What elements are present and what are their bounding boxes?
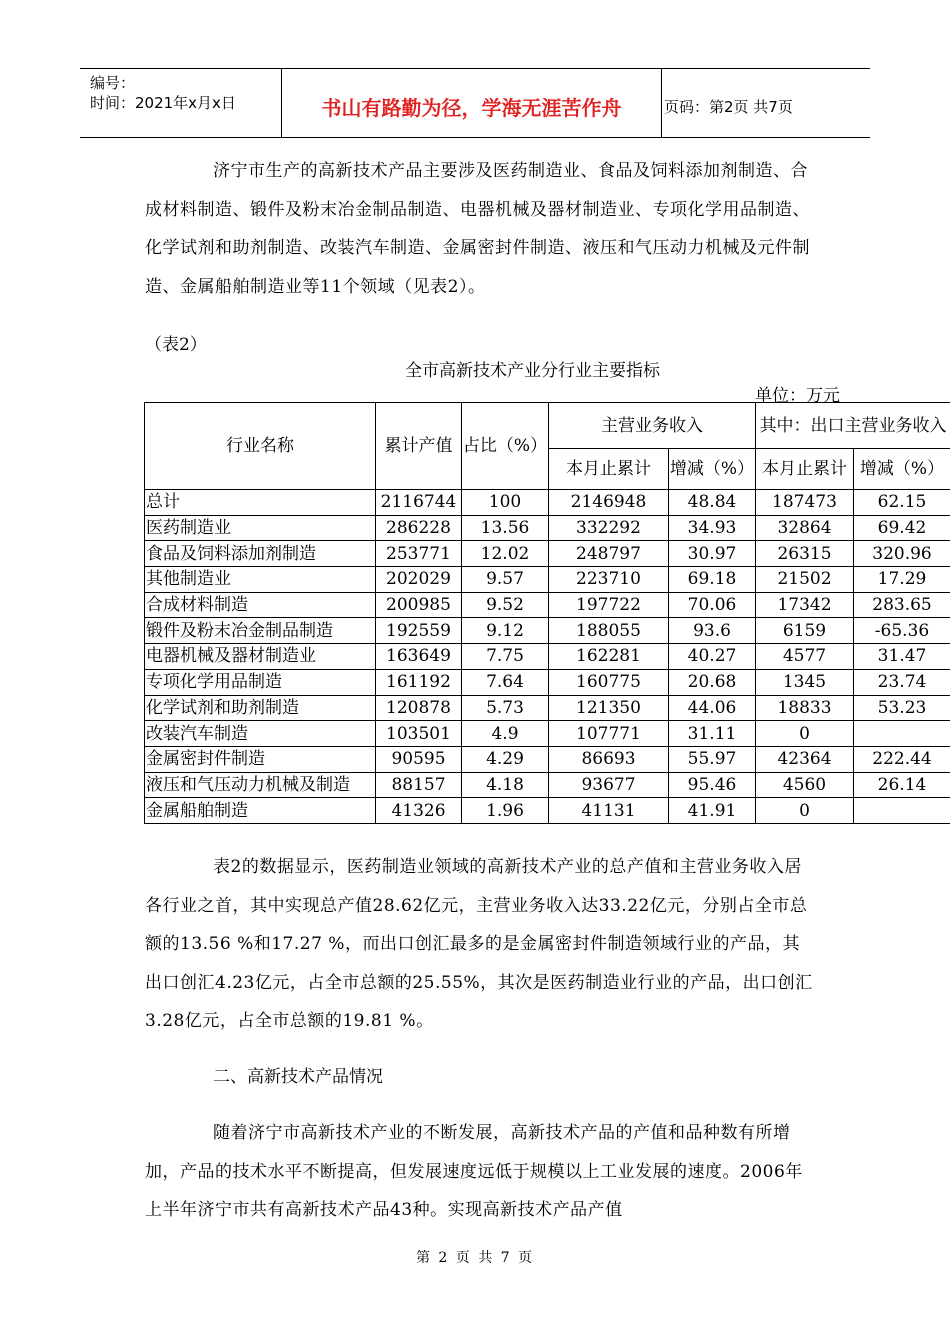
cell-export-change: 31.47 [854, 644, 950, 670]
table-title: 全市高新技术产业分行业主要指标 [405, 361, 660, 381]
cell-revenue-change: 44.06 [669, 695, 756, 721]
cell-revenue: 41131 [549, 798, 669, 824]
cell-share: 5.73 [462, 695, 549, 721]
header-motto: 书山有路勤为径，学海无涯苦作舟 [282, 69, 662, 137]
page-header [80, 68, 870, 138]
table-row [145, 669, 950, 695]
table-row [145, 515, 950, 541]
cell-export-change: 53.23 [854, 695, 950, 721]
cell-export-change [854, 798, 950, 824]
table-row [145, 541, 950, 567]
cell-export: 17342 [756, 592, 854, 618]
cell-share: 4.9 [462, 721, 549, 747]
table-body [145, 490, 950, 824]
cell-revenue: 162281 [549, 644, 669, 670]
table-row [145, 695, 950, 721]
cell-output: 253771 [376, 541, 462, 567]
cell-output: 90595 [376, 746, 462, 772]
cell-share: 9.52 [462, 592, 549, 618]
header-main-revenue: 主营业务收入 [549, 403, 756, 449]
cell-export: 187473 [756, 490, 854, 516]
page-footer: 第 2 页 共 7 页 [415, 1250, 535, 1266]
cell-export: 21502 [756, 567, 854, 593]
cell-revenue: 332292 [549, 515, 669, 541]
cell-name: 总计 [145, 490, 376, 516]
cell-revenue: 197722 [549, 592, 669, 618]
cell-name: 其他制造业 [145, 567, 376, 593]
section-heading: 二、高新技术产品情况 [213, 1067, 383, 1087]
cell-revenue: 93677 [549, 772, 669, 798]
cell-revenue: 160775 [549, 669, 669, 695]
cell-output: 192559 [376, 618, 462, 644]
cell-share: 4.29 [462, 746, 549, 772]
cell-share: 7.64 [462, 669, 549, 695]
header-meta [80, 69, 282, 137]
cell-revenue-change: 93.6 [669, 618, 756, 644]
cell-export: 32864 [756, 515, 854, 541]
cell-output: 286228 [376, 515, 462, 541]
cell-export: 4560 [756, 772, 854, 798]
cell-export: 26315 [756, 541, 854, 567]
analysis-paragraph: 表2的数据显示，医药制造业领域的高新技术产业的总产值和主营业务收入居各行业之首，其中实现总产值28.62亿元，主营业务收入达33.22亿元，分别占全市总额的13.56 %和17.27 %，而出口创汇最多的是金属密封件制造领域行业的产品，其出口创汇4.23亿元，占全市总额的25.55%，其次是医药制造业行业的产品，出口创汇3.28亿元，占全市总额的19.81 %。 [145, 857, 813, 1031]
intro-paragraph: 济宁市生产的高新技术产品主要涉及医药制造业、食品及饲料添加剂制造、合成材料制造、锻件及粉末冶金制品制造、电器机械及器材制造业、专项化学用品制造、化学试剂和助剂制造、改装汽车制造、金属密封件制造、液压和气压动力机械及元件制造、金属船舶制造业等11个领域（见表2）。 [145, 161, 810, 297]
cell-share: 1.96 [462, 798, 549, 824]
cell-export-change: 26.14 [854, 772, 950, 798]
header-page-label: 页码：第2页 共7页 [664, 97, 793, 116]
cell-name: 金属船舶制造 [145, 798, 376, 824]
cell-export: 1345 [756, 669, 854, 695]
cell-name: 化学试剂和助剂制造 [145, 695, 376, 721]
cell-export: 4577 [756, 644, 854, 670]
cell-revenue: 121350 [549, 695, 669, 721]
cell-output: 88157 [376, 772, 462, 798]
table-row [145, 618, 950, 644]
cell-revenue-change: 95.46 [669, 772, 756, 798]
cell-output: 120878 [376, 695, 462, 721]
cell-revenue: 248797 [549, 541, 669, 567]
cell-revenue-change: 41.91 [669, 798, 756, 824]
header-export-change: 增减（%） [854, 449, 950, 490]
cell-export-change: 283.65 [854, 592, 950, 618]
cell-share: 100 [462, 490, 549, 516]
cell-share: 12.02 [462, 541, 549, 567]
cell-export: 0 [756, 798, 854, 824]
cell-share: 13.56 [462, 515, 549, 541]
cell-share: 9.57 [462, 567, 549, 593]
industry-indicators-table [144, 402, 950, 824]
cell-revenue: 86693 [549, 746, 669, 772]
cell-revenue-change: 55.97 [669, 746, 756, 772]
cell-output: 41326 [376, 798, 462, 824]
table-row [145, 644, 950, 670]
header-export-revenue: 其中：出口主营业务收入 [756, 403, 950, 449]
header-share: 占比（%） [462, 403, 549, 490]
header-cumulative-output: 累计产值 [376, 403, 462, 490]
cell-revenue-change: 40.27 [669, 644, 756, 670]
table-label: （表2） [145, 335, 207, 355]
cell-revenue-change: 20.68 [669, 669, 756, 695]
cell-export-change: 320.96 [854, 541, 950, 567]
cell-revenue-change: 70.06 [669, 592, 756, 618]
cell-name: 医药制造业 [145, 515, 376, 541]
table-row [145, 592, 950, 618]
table-header-row [145, 403, 950, 449]
cell-share: 4.18 [462, 772, 549, 798]
table-row [145, 746, 950, 772]
cell-output: 161192 [376, 669, 462, 695]
cell-export-change: -65.36 [854, 618, 950, 644]
table-row [145, 567, 950, 593]
cell-export-change: 222.44 [854, 746, 950, 772]
products-paragraph: 随着济宁市高新技术产业的不断发展，高新技术产品的产值和品种数有所增加，产品的技术水平不断提高，但发展速度远低于规模以上工业发展的速度。2006年上半年济宁市共有高新技术产品43种。实现高新技术产品产值 [145, 1123, 803, 1220]
cell-revenue-change: 30.97 [669, 541, 756, 567]
cell-export: 42364 [756, 746, 854, 772]
cell-export-change [854, 721, 950, 747]
table-row [145, 772, 950, 798]
cell-name: 专项化学用品制造 [145, 669, 376, 695]
cell-revenue-change: 69.18 [669, 567, 756, 593]
cell-output: 202029 [376, 567, 462, 593]
cell-export-change: 62.15 [854, 490, 950, 516]
cell-revenue: 2146948 [549, 490, 669, 516]
header-export-ytd: 本月止累计 [756, 449, 854, 490]
number-label: 编号： [90, 74, 136, 92]
cell-output: 2116744 [376, 490, 462, 516]
cell-share: 9.12 [462, 618, 549, 644]
header-industry-name: 行业名称 [145, 403, 376, 490]
header-revenue-change: 增减（%） [669, 449, 756, 490]
cell-name: 液压和气压动力机械及制造 [145, 772, 376, 798]
cell-export-change: 69.42 [854, 515, 950, 541]
cell-output: 200985 [376, 592, 462, 618]
cell-revenue: 188055 [549, 618, 669, 644]
cell-name: 金属密封件制造 [145, 746, 376, 772]
cell-name: 电器机械及器材制造业 [145, 644, 376, 670]
cell-share: 7.75 [462, 644, 549, 670]
cell-revenue: 223710 [549, 567, 669, 593]
table-row [145, 798, 950, 824]
cell-revenue-change: 31.11 [669, 721, 756, 747]
header-revenue-ytd: 本月止累计 [549, 449, 669, 490]
table-row [145, 490, 950, 516]
table-row [145, 721, 950, 747]
cell-name: 合成材料制造 [145, 592, 376, 618]
cell-export: 6159 [756, 618, 854, 644]
cell-output: 103501 [376, 721, 462, 747]
cell-revenue: 107771 [549, 721, 669, 747]
cell-revenue-change: 34.93 [669, 515, 756, 541]
cell-name: 食品及饲料添加剂制造 [145, 541, 376, 567]
cell-name: 改装汽车制造 [145, 721, 376, 747]
cell-export-change: 23.74 [854, 669, 950, 695]
cell-output: 163649 [376, 644, 462, 670]
cell-export: 0 [756, 721, 854, 747]
cell-name: 锻件及粉末冶金制品制造 [145, 618, 376, 644]
cell-export-change: 17.29 [854, 567, 950, 593]
cell-export: 18833 [756, 695, 854, 721]
date-label: 时间：2021年x月x日 [90, 94, 236, 112]
cell-revenue-change: 48.84 [669, 490, 756, 516]
table-unit: 单位：万元 [755, 386, 840, 406]
